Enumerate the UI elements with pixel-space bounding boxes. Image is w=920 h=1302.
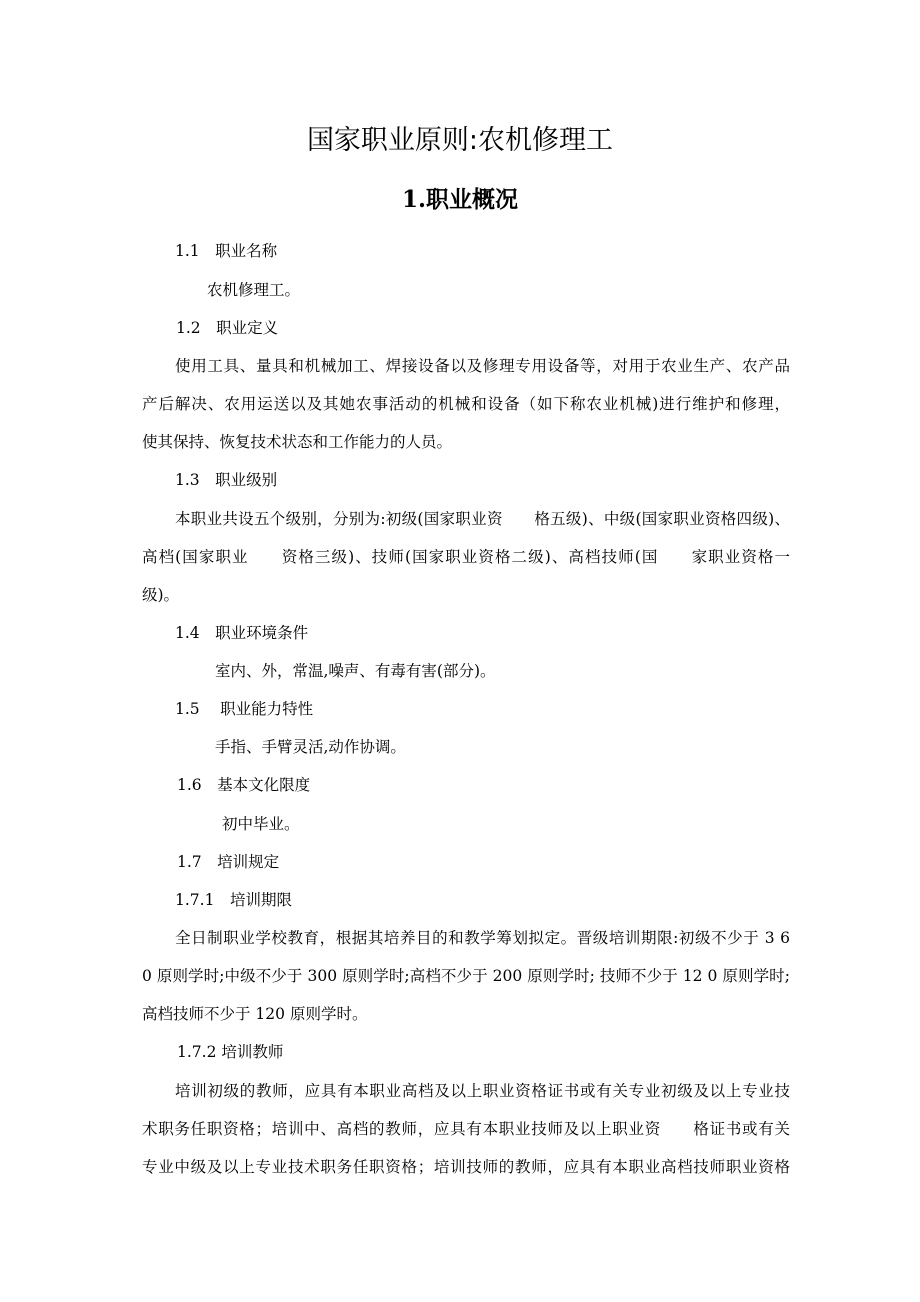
paragraph-1-5: 手指、手臂灵活,动作协调。 [215,738,406,756]
paragraph-1-2-line: 使其保持、恢复技术状态和工作能力的人员。 [142,433,453,451]
paragraph-1-7-2-line: 培训初级的教师，应具有本职业高档及以上职业资格证书或有关专业初级及以上专业技 [175,1082,790,1100]
subheading-1-6: 1.6 基本文化限度 [177,776,311,794]
subheading-1-1: 1.1 职业名称 [175,242,278,260]
paragraph-1-6: 初中毕业。 [222,815,300,833]
subheading-1-2: 1.2 职业定义 [176,319,279,337]
paragraph-1-2-line: 使用工具、量具和机械加工、焊接设备以及修理专用设备等，对用于农业生产、农产品 [175,357,790,375]
subheading-1-7-2: 1.7.2 培训教师 [177,1043,284,1061]
subheading-1-4: 1.4 职业环境条件 [175,624,309,642]
paragraph-1-7-1-line: 全日制职业学校教育，根据其培养目的和教学筹划拟定。晋级培训期限:初级不少于 3 6 [175,929,790,947]
paragraph-1-3-line: 本职业共设五个级别，分别为:初级(国家职业资 格五级)、中级(国家职业资格四级)、 [175,510,790,528]
subheading-1-7-1: 1.7.1 培训期限 [175,891,292,909]
paragraph-1-2-line: 产后解决、农用运送以及其她农事活动的机械和设备（如下称农业机械)进行维护和修理， [142,395,790,413]
paragraph-1-7-1-line: 高档技师不少于 120 原则学时。 [142,1005,368,1023]
paragraph-1-7-1-line: 0 原则学时;中级不少于 300 原则学时;高档不少于 200 原则学时; 技师不少于 12 0 原则学时; [142,967,790,985]
subheading-1-3: 1.3 职业级别 [175,471,278,489]
section-heading: 1.职业概况 [401,186,518,213]
subheading-1-7: 1.7 培训规定 [177,853,280,871]
paragraph-1-3-line: 高档(国家职业 资格三级)、技师(国家职业资格二级)、高档技师(国 家职业资格一 [142,548,790,566]
paragraph-1-7-2-line: 专业中级及以上专业技术职务任职资格；培训技师的教师，应具有本职业高档技师职业资格 [142,1158,790,1176]
paragraph-1-7-2-line: 术职务任职资格；培训中、高档的教师，应具有本职业技师及以上职业资 格证书或有关 [142,1120,790,1138]
paragraph-1-4: 室内、外，常温,噪声、有毒有害(部分)。 [215,662,496,680]
document-title: 国家职业原则:农机修理工 [306,125,614,156]
paragraph-1-1: 农机修理工。 [207,281,301,299]
subheading-1-5: 1.5 职业能力特性 [175,700,314,718]
paragraph-1-3-line: 级)。 [142,586,180,604]
